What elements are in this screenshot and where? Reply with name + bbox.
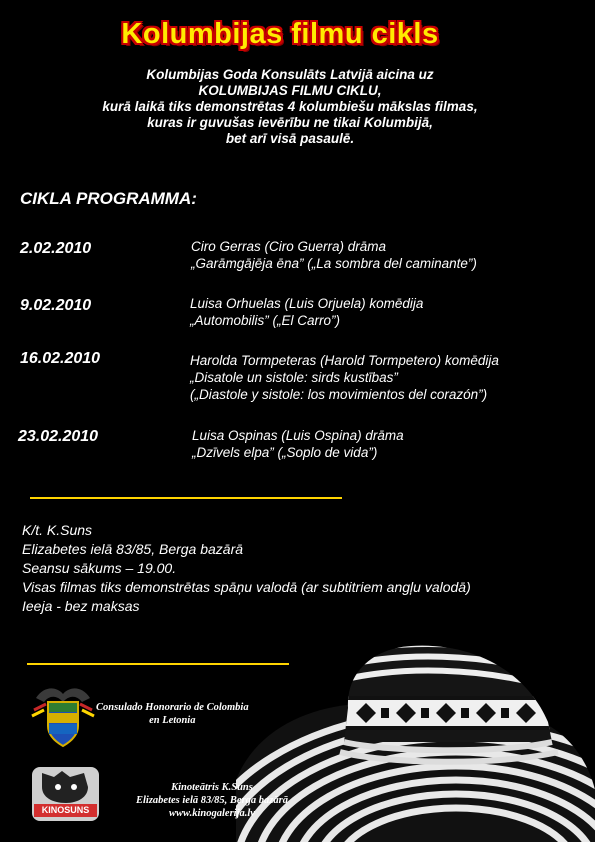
- consulate-caption: [96, 701, 249, 727]
- program-heading: CIKLA PROGRAMMA:: [20, 189, 197, 208]
- kinosuns-dog-icon: [32, 767, 99, 821]
- venue-line: K/t. K.Suns: [22, 522, 93, 538]
- venue-line: Elizabetes ielā 83/85, Berga bazārā: [22, 541, 244, 557]
- intro-line: bet arī visā pasaulē.: [225, 131, 355, 146]
- intro-text: [60, 67, 520, 147]
- screening-line: Harolda Tormpeteras (Harold Tormpetero) komēdija: [190, 353, 499, 368]
- screening-line: „Disatole un sistole: sirds kustības”: [190, 370, 398, 385]
- venue-line: Visas filmas tiks demonstrētas spāņu valodā (ar subtitriem angļu valodā): [22, 579, 471, 595]
- cinema-caption: [136, 781, 288, 820]
- screening-info: [191, 238, 477, 272]
- screening-line: „Dzīvels elpa” („Soplo de vida”): [192, 445, 378, 460]
- screening-date: 9.02.2010: [20, 297, 92, 314]
- screening-info: [190, 295, 423, 329]
- intro-line: KOLUMBIJAS FILMU CIKLU,: [198, 83, 382, 98]
- venue-line: Ieeja - bez maksas: [22, 598, 140, 614]
- screening-date: 23.02.2010: [18, 428, 99, 445]
- consulate-line: Consulado Honorario de Colombia: [96, 702, 249, 713]
- screening-info: [190, 352, 499, 403]
- cinema-line: Elizabetes ielā 83/85, Berga bazārā: [136, 795, 288, 806]
- venue-info: [22, 521, 471, 616]
- intro-line: kurā laikā tiks demonstrētas 4 kolumbiešu mākslas filmas,: [102, 99, 478, 114]
- intro-line: Kolumbijas Goda Konsulāts Latvijā aicina uz: [146, 67, 434, 82]
- divider-top: [30, 497, 342, 499]
- screening-line: Ciro Gerras (Ciro Guerra) drāma: [191, 239, 387, 254]
- screening-line: Luisa Orhuelas (Luis Orjuela) komēdija: [190, 296, 424, 311]
- screening-date: 16.02.2010: [20, 350, 101, 367]
- screening-line: „Garāmgājēja ēna” („La sombra del caminante”): [191, 256, 477, 271]
- screening-date: 2.02.2010: [20, 240, 92, 257]
- colombia-coat-of-arms-icon: [30, 680, 96, 750]
- screening-line: („Diastole y sistole: los movimientos del corazón”): [190, 387, 488, 402]
- consulate-line: en Letonia: [149, 715, 196, 726]
- venue-line: Seansu sākums – 19.00.: [22, 560, 177, 576]
- screening-info: [192, 427, 404, 461]
- screening-line: „Automobilis” („El Carro”): [190, 313, 341, 328]
- poster-title: Kolumbijas filmu cikls: [121, 18, 439, 50]
- cinema-website-link[interactable]: www.kinogalerija.lv: [169, 808, 255, 819]
- screening-line: Luisa Ospinas (Luis Ospina) drāma: [192, 428, 404, 443]
- intro-line: kuras ir guvušas ievērību ne tikai Kolumbijā,: [147, 115, 433, 130]
- kinosuns-logo-text: KINOSUNS: [34, 804, 97, 817]
- cinema-line: Kinoteātris K.Suns: [171, 782, 253, 793]
- sombrero-hat-image: [236, 630, 595, 842]
